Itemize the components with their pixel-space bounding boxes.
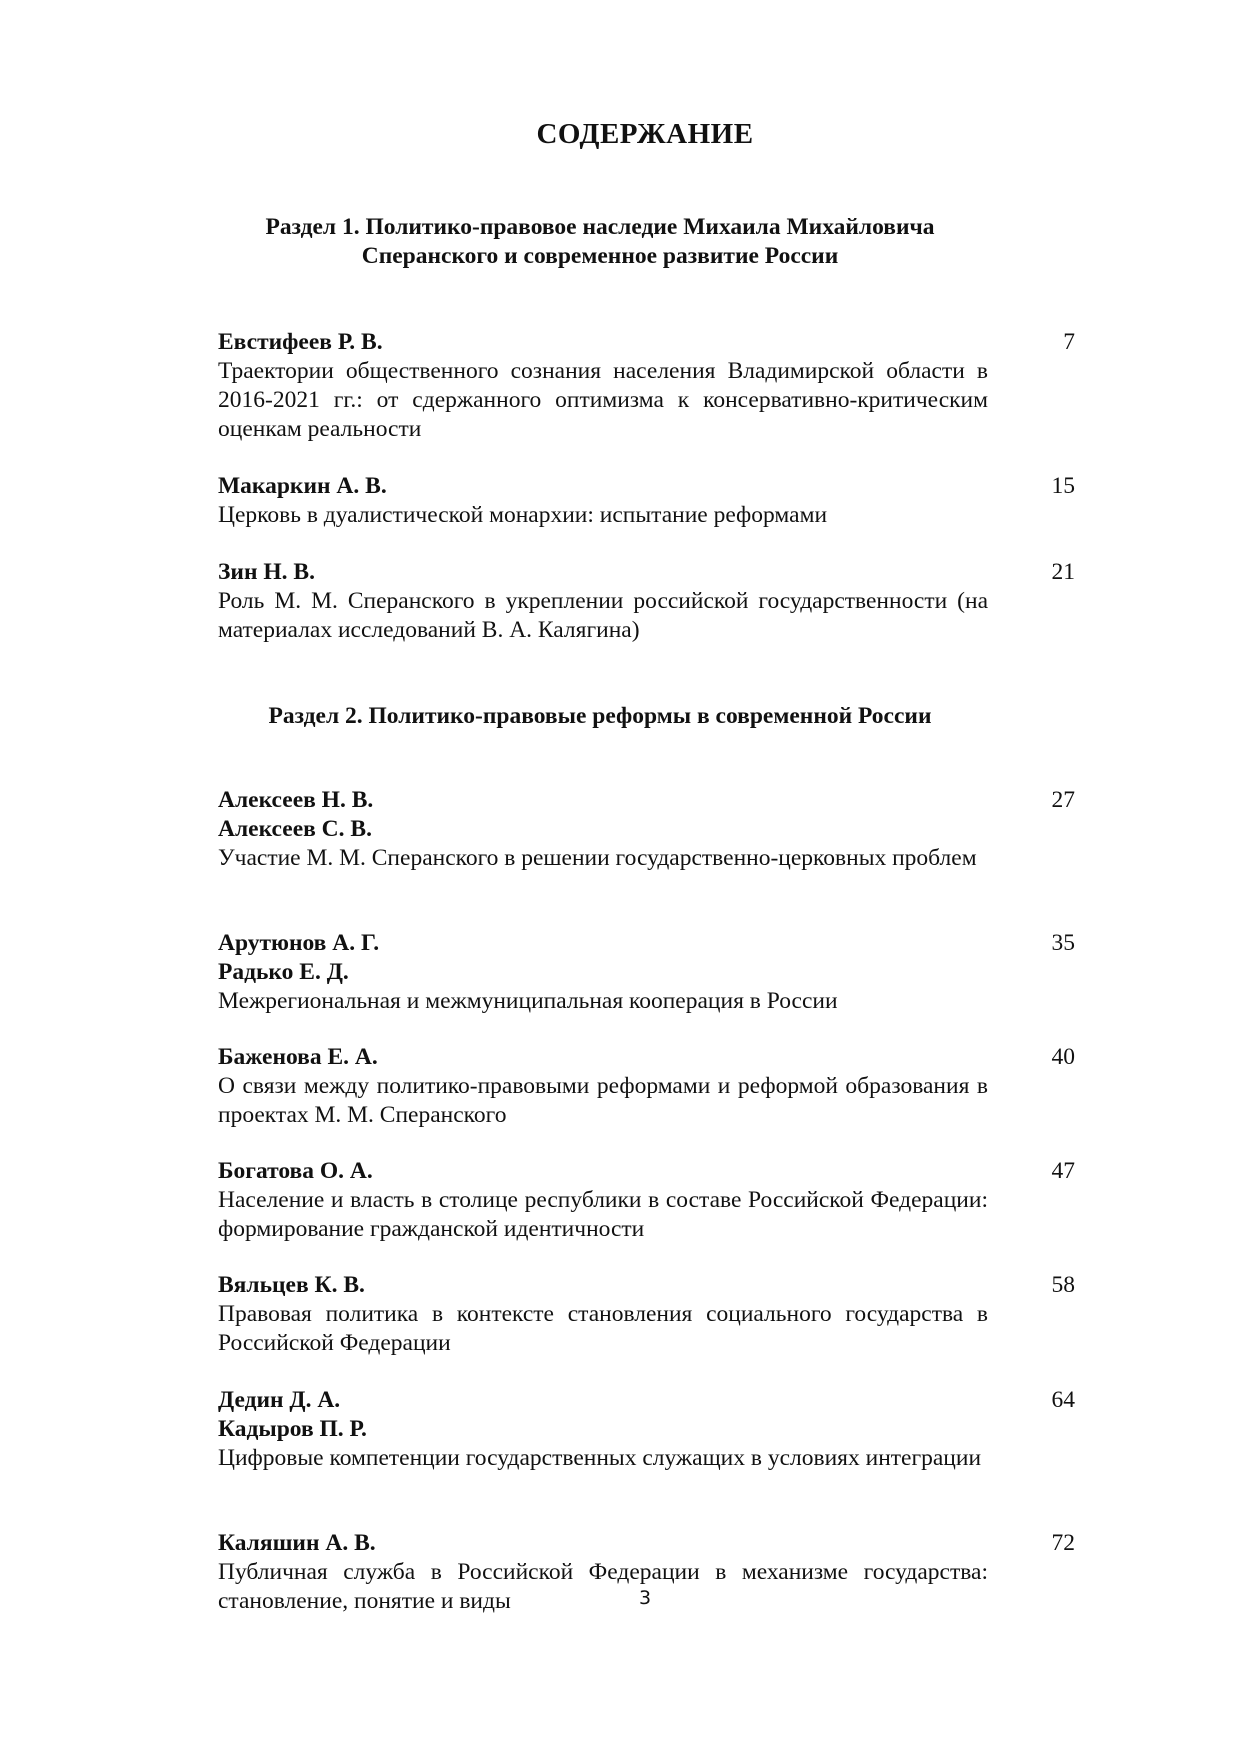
toc-entry xyxy=(218,328,1075,444)
toc-entry xyxy=(218,1386,1075,1473)
entry-author: Кадыров П. Р. xyxy=(218,1416,367,1442)
section-1-heading xyxy=(240,213,960,271)
entry-page-number: 7 xyxy=(1063,329,1075,355)
entry-author: Богатова О. А. xyxy=(218,1158,373,1184)
toc-entry xyxy=(218,1157,1075,1244)
entry-author: Каляшин А. В. xyxy=(218,1530,376,1556)
entry-page-number: 15 xyxy=(1051,473,1075,499)
entry-author: Арутюнов А. Г. xyxy=(218,930,380,956)
section-heading-line: Раздел 1. Политико-правовое наследие Михаила Михайловича xyxy=(265,214,935,240)
toc-entry xyxy=(218,1043,1075,1130)
toc-entry xyxy=(218,1271,1075,1358)
entry-page-number: 47 xyxy=(1051,1158,1075,1184)
entry-page-number: 35 xyxy=(1051,930,1075,956)
toc-entry xyxy=(218,558,1075,645)
entry-title: Участие М. М. Сперанского в решении государственно-церковных проблем xyxy=(218,845,977,871)
entry-author: Алексеев Н. В. xyxy=(218,787,374,813)
entry-page-number: 21 xyxy=(1051,559,1075,585)
page-title: СОДЕРЖАНИЕ xyxy=(536,118,754,150)
entry-title: Население и власть в столице республики в составе Российской Федерации: формирование гражданской идентичности xyxy=(218,1187,988,1242)
entry-page-number: 64 xyxy=(1051,1387,1075,1413)
entry-author: Баженова Е. А. xyxy=(218,1044,378,1070)
entry-author: Алексеев С. В. xyxy=(218,816,372,842)
page-number: 3 xyxy=(638,1587,652,1609)
section-heading-line: Раздел 2. Политико-правовые реформы в современной России xyxy=(268,703,932,729)
entry-title: Межрегиональная и межмуниципальная кооперация в России xyxy=(218,988,838,1014)
entry-title: Траектории общественного сознания населения Владимирской области в 2016-2021 гг.: от сдержанного оптимизма к консервативно-критическим оценкам реальности xyxy=(218,358,988,442)
section-heading-line: Сперанского и современное развитие России xyxy=(361,243,839,269)
entry-author: Радько Е. Д. xyxy=(218,959,349,985)
entry-page-number: 27 xyxy=(1051,787,1075,813)
entry-page-number: 58 xyxy=(1051,1272,1075,1298)
toc-entry xyxy=(218,786,1075,873)
entry-page-number: 72 xyxy=(1051,1530,1075,1556)
toc-entry xyxy=(218,472,1075,530)
entry-title: Цифровые компетенции государственных служащих в условиях интеграции xyxy=(218,1445,982,1471)
entry-title: О связи между политико-правовыми реформами и реформой образования в проектах М. М. Сперанского xyxy=(218,1073,988,1128)
entry-title: Церковь в дуалистической монархии: испытание реформами xyxy=(218,502,828,528)
entry-title: Публичная служба в Российской Федерации в механизме государства: становление, понятие и виды xyxy=(218,1559,988,1614)
entry-author: Зин Н. В. xyxy=(218,559,315,585)
entry-author: Евстифеев Р. В. xyxy=(218,329,383,355)
toc-entry xyxy=(218,929,1075,1016)
entry-author: Вяльцев К. В. xyxy=(218,1272,365,1298)
section-2-heading xyxy=(240,702,960,731)
entry-title: Роль М. М. Сперанского в укреплении российской государственности (на материалах исследований В. А. Калягина) xyxy=(218,588,988,643)
entry-title: Правовая политика в контексте становления социального государства в Российской Федерации xyxy=(218,1301,988,1356)
entry-author: Макаркин А. В. xyxy=(218,473,387,499)
entry-author: Дедин Д. А. xyxy=(218,1387,341,1413)
entry-page-number: 40 xyxy=(1051,1044,1075,1070)
